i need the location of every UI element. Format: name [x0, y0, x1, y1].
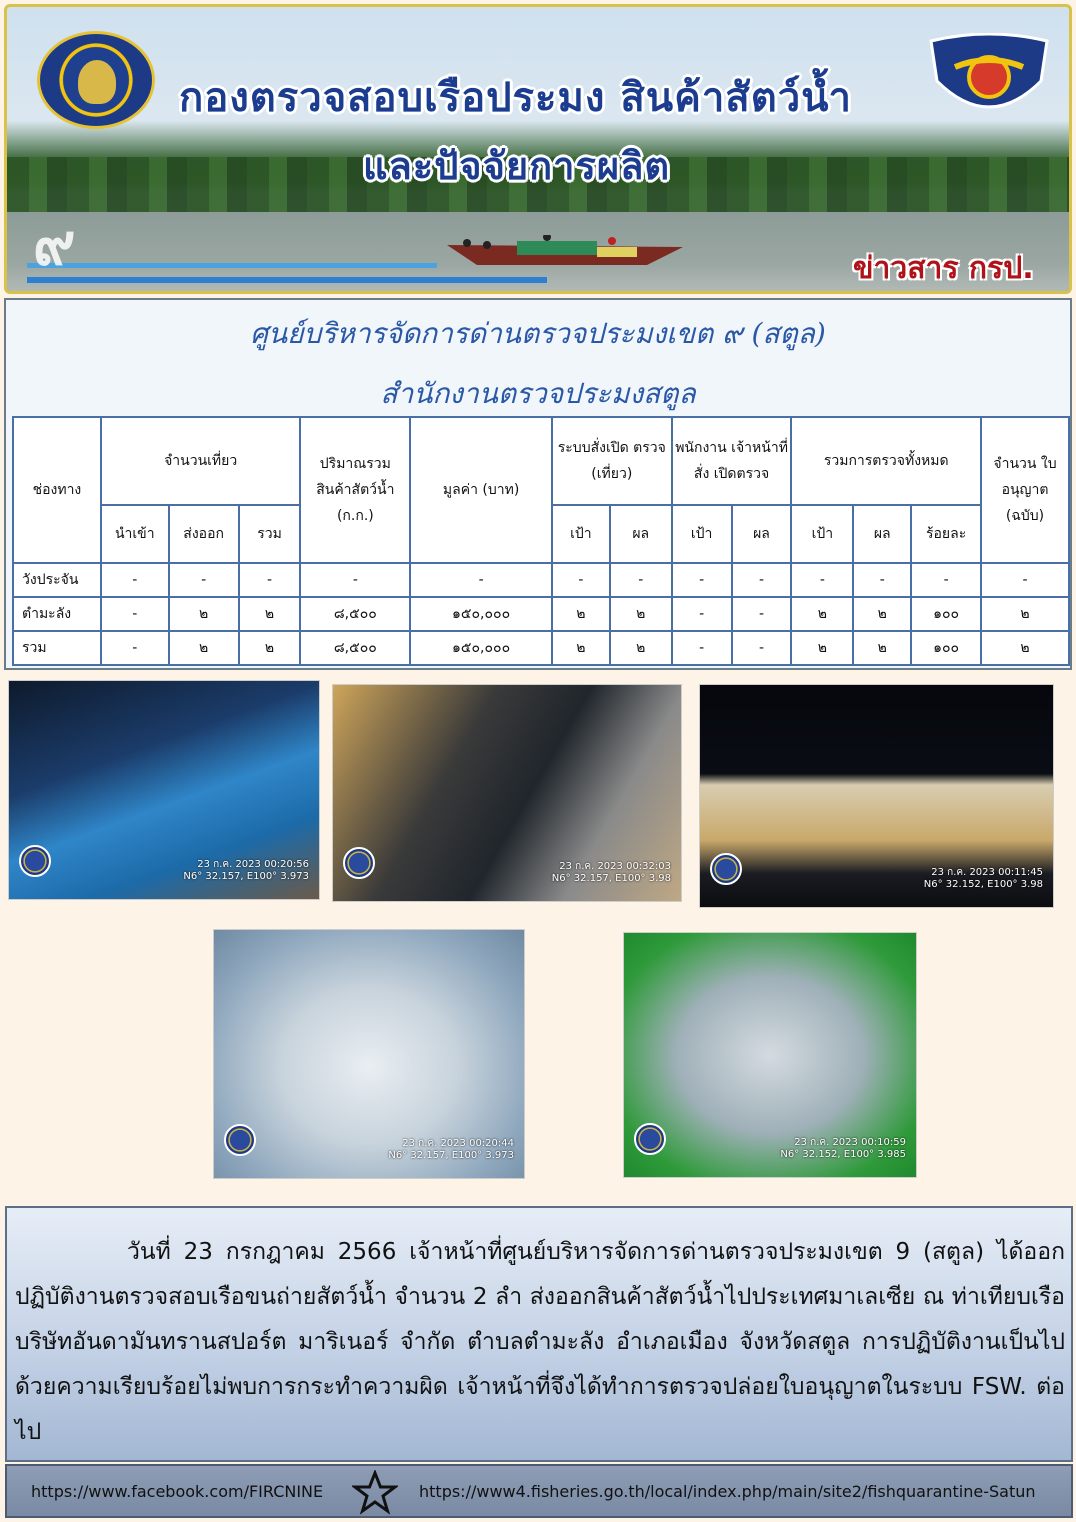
- header-sys-result: ผล: [610, 505, 672, 563]
- cell-all-target: ๒: [791, 631, 853, 665]
- cell-quantity: ๘,๕๐๐: [300, 631, 410, 665]
- cell-off-result: -: [732, 563, 792, 597]
- cell-quantity: -: [300, 563, 410, 597]
- cell-sys-target: -: [552, 563, 610, 597]
- cell-sys-result: ๒: [610, 631, 672, 665]
- cell-value: ๑๕๐,๐๐๐: [410, 597, 552, 631]
- header-trips: จำนวนเที่ยว: [101, 417, 301, 505]
- cell-percent: -: [911, 563, 981, 597]
- inspection-statistics-table: [12, 416, 1070, 666]
- table-row: [13, 597, 1069, 631]
- header-officer-open: พนักงาน เจ้าหน้าที่สั่ง เปิดตรวจ: [672, 417, 792, 505]
- header-permits: จำนวน ใบอนุญาต (ฉบับ): [981, 417, 1069, 563]
- department-badge-icon: [19, 845, 51, 877]
- header-off-result: ผล: [732, 505, 792, 563]
- cell-quantity: ๘,๕๐๐: [300, 597, 410, 631]
- cell-all-target: ๒: [791, 597, 853, 631]
- header-system-open: ระบบสั่งเปิด ตรวจ (เที่ยว): [552, 417, 672, 505]
- decor-stripe: [27, 263, 437, 268]
- cell-percent: ๑๐๐: [911, 631, 981, 665]
- news-label: ข่าวสาร กรป.: [853, 251, 1034, 286]
- table-row: [13, 563, 1069, 597]
- header-all-result: ผล: [853, 505, 911, 563]
- cell-sys-target: ๒: [552, 597, 610, 631]
- header-percent: ร้อยละ: [911, 505, 981, 563]
- cell-all-result: ๒: [853, 631, 911, 665]
- cell-import: -: [101, 563, 169, 597]
- photo-timestamp: 23 ก.ค. 2023 00:20:44 N6° 32.157, E100° 3.973: [388, 1138, 514, 1161]
- header-all-inspections: รวมการตรวจทั้งหมด: [791, 417, 981, 505]
- header-banner: [4, 4, 1072, 294]
- emblem-icon: [78, 60, 116, 104]
- photo-timestamp: 23 ก.ค. 2023 00:20:56 N6° 32.157, E100° 3.973: [183, 859, 309, 882]
- cell-sys-result: ๒: [610, 597, 672, 631]
- boat-image: [447, 235, 687, 271]
- office-title: สำนักงานตรวจประมงสตูล: [380, 377, 696, 410]
- cell-all-result: ๒: [853, 597, 911, 631]
- photo-timestamp: 23 ก.ค. 2023 00:11:45 N6° 32.152, E100° 3.98: [923, 867, 1043, 890]
- fishery-inspection-logo: [925, 33, 1053, 127]
- header-import: นำเข้า: [101, 505, 169, 563]
- cell-all-result: -: [853, 563, 911, 597]
- facebook-link[interactable]: https://www.facebook.com/FIRCNINE: [31, 1482, 324, 1501]
- cell-sys-target: ๒: [552, 631, 610, 665]
- cell-channel: ตำมะลัง: [13, 597, 101, 631]
- banner-title-line2: และปัจจัยการผลิต: [363, 144, 671, 188]
- department-badge-icon: [343, 847, 375, 879]
- cell-permits: ๒: [981, 597, 1069, 631]
- center-title: ศูนย์บริหารจัดการด่านตรวจประมงเขต ๙ (สตูล): [250, 317, 826, 350]
- cell-value: -: [410, 563, 552, 597]
- cell-export: -: [169, 563, 239, 597]
- cell-export: ๒: [169, 631, 239, 665]
- news-description: วันที่ 23 กรกฎาคม 2566 เจ้าหน้าที่ศูนย์บริหารจัดการด่านตรวจประมงเขต 9 (สตูล) ได้ออกปฏิบัติงานตรวจสอบเรือขนถ่ายสัตว์น้ำ จำนวน 2 ลำ ส่งออกสินค้าสัตว์น้ำไปประเทศมาเลเซีย ณ ท่าเทียบเรือบริษัทอันดามันทรานสปอร์ต มาริเนอร์ จำกัด ตำบลตำมะลัง อำเภอเมือง จังหวัดสตูล การปฏิบัติงานเป็นไปด้วยความเรียบร้อยไม่พบการกระทำความผิด เจ้าหน้าที่จึงได้ทำการตรวจปล่อยใบอนุญาตในระบบ FSW. ต่อไป: [15, 1239, 1065, 1445]
- header-off-target: เป้า: [672, 505, 732, 563]
- star-icon: [352, 1470, 398, 1516]
- cell-total: ๒: [239, 597, 301, 631]
- cell-percent: ๑๐๐: [911, 597, 981, 631]
- news-description-box: [5, 1206, 1073, 1462]
- photo-boat-cargo: [8, 680, 320, 900]
- header-quantity: ปริมาณรวม สินค้าสัตว์น้ำ (ก.ก.): [300, 417, 410, 563]
- cell-off-target: -: [672, 597, 732, 631]
- photo-fish-on-ice: [213, 929, 525, 1179]
- department-badge-icon: [710, 853, 742, 885]
- photo-officer-selfie: [332, 684, 682, 902]
- cell-off-target: -: [672, 563, 732, 597]
- cell-import: -: [101, 597, 169, 631]
- header-sys-target: เป้า: [552, 505, 610, 563]
- photo-truck: [699, 684, 1054, 908]
- cell-value: ๑๕๐,๐๐๐: [410, 631, 552, 665]
- table-row-total: [13, 631, 1069, 665]
- footer-bar: [5, 1464, 1073, 1518]
- website-link[interactable]: https://www4.fisheries.go.th/local/index.php/main/site2/fishquarantine-Satun: [419, 1482, 1036, 1501]
- cell-off-result: -: [732, 631, 792, 665]
- cell-all-target: -: [791, 563, 853, 597]
- department-badge-icon: [224, 1124, 256, 1156]
- cell-permits: ๒: [981, 631, 1069, 665]
- banner-title-line1: กองตรวจสอบเรือประมง สินค้าสัตว์น้ำ: [179, 75, 852, 121]
- header-value: มูลค่า (บาท): [410, 417, 552, 563]
- photo-tuna-in-crate: [623, 932, 917, 1178]
- photo-timestamp: 23 ก.ค. 2023 00:10:59 N6° 32.152, E100° 3.985: [780, 1137, 906, 1160]
- department-of-fisheries-logo: [37, 31, 155, 129]
- cell-total: -: [239, 563, 301, 597]
- region-number-mark: ๙: [33, 210, 76, 278]
- cell-channel: วังประจัน: [13, 563, 101, 597]
- decor-stripe: [27, 277, 547, 283]
- statistics-panel: [4, 298, 1072, 670]
- header-channel: ช่องทาง: [13, 417, 101, 563]
- department-badge-icon: [634, 1123, 666, 1155]
- photo-timestamp: 23 ก.ค. 2023 00:32:03 N6° 32.157, E100° 3.98: [551, 861, 671, 884]
- header-all-target: เป้า: [791, 505, 853, 563]
- header-export: ส่งออก: [169, 505, 239, 563]
- header-trips-total: รวม: [239, 505, 301, 563]
- cell-channel: รวม: [13, 631, 101, 665]
- cell-total: ๒: [239, 631, 301, 665]
- cell-permits: -: [981, 563, 1069, 597]
- cell-export: ๒: [169, 597, 239, 631]
- cell-import: -: [101, 631, 169, 665]
- cell-sys-result: -: [610, 563, 672, 597]
- cell-off-target: -: [672, 631, 732, 665]
- cell-off-result: -: [732, 597, 792, 631]
